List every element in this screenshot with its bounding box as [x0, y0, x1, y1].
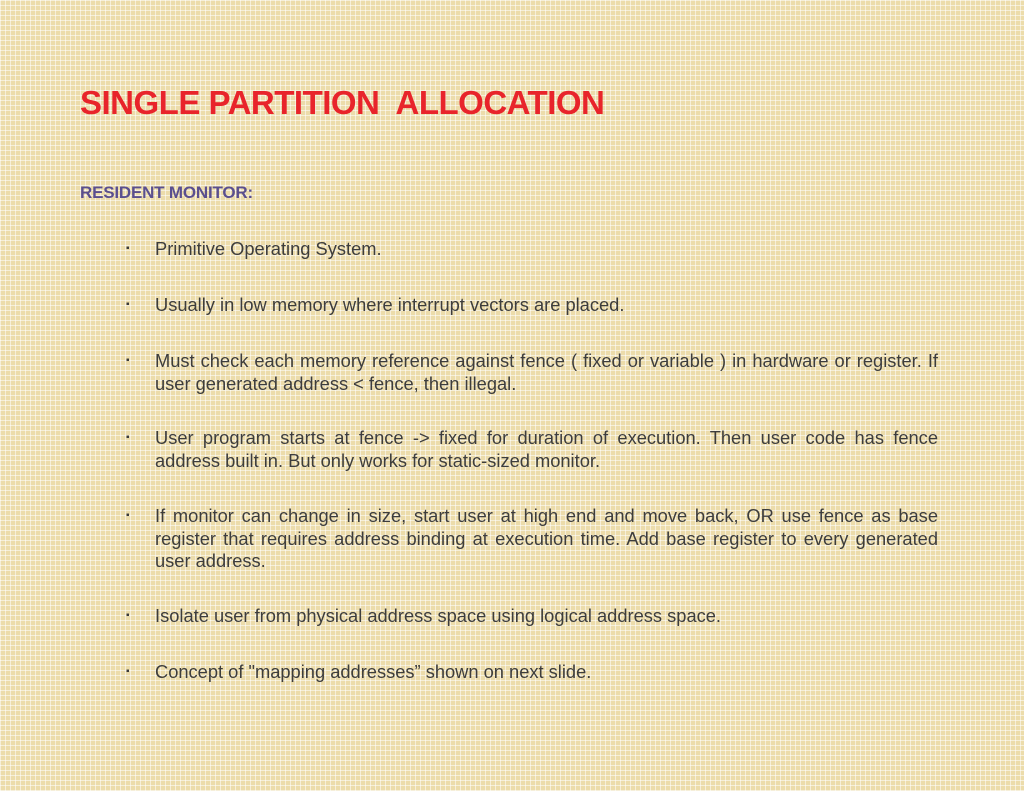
bullet-square-icon: ▪ [126, 510, 130, 521]
bullet-text: If monitor can change in size, start user at high end and move back, OR use fence as base register that requires address binding at execution time. Add base register to every generated user address. [155, 505, 938, 571]
bullet-text: User program starts at fence -> fixed for duration of execution. Then user code has fence address built in. But only works for static-sized monitor. [155, 427, 938, 471]
bullet-item [126, 238, 938, 261]
bullet-text: Isolate user from physical address space using logical address space. [155, 605, 721, 626]
slide-title: SINGLE PARTITION ALLOCATION [80, 84, 605, 121]
bullet-item [126, 605, 938, 628]
bullet-square-icon: ▪ [126, 299, 130, 310]
bullet-text: Primitive Operating System. [155, 238, 382, 259]
bullet-item [126, 505, 938, 573]
bullet-square-icon: ▪ [126, 432, 130, 443]
section-heading: RESIDENT MONITOR: [80, 183, 253, 202]
bullet-text: Must check each memory reference against fence ( fixed or variable ) in hardware or register. If user generated address < fence, then illegal. [155, 350, 938, 394]
bullet-item [126, 427, 938, 472]
bullet-item [126, 294, 938, 317]
bullet-square-icon: ▪ [126, 243, 130, 254]
bullet-text: Concept of "mapping addresses” shown on next slide. [155, 661, 592, 682]
bullet-square-icon: ▪ [126, 610, 130, 621]
bullet-text: Usually in low memory where interrupt vectors are placed. [155, 294, 625, 315]
bullet-item [126, 350, 938, 395]
bullet-square-icon: ▪ [126, 666, 130, 677]
bullet-item [126, 661, 938, 684]
bullet-square-icon: ▪ [126, 355, 130, 366]
